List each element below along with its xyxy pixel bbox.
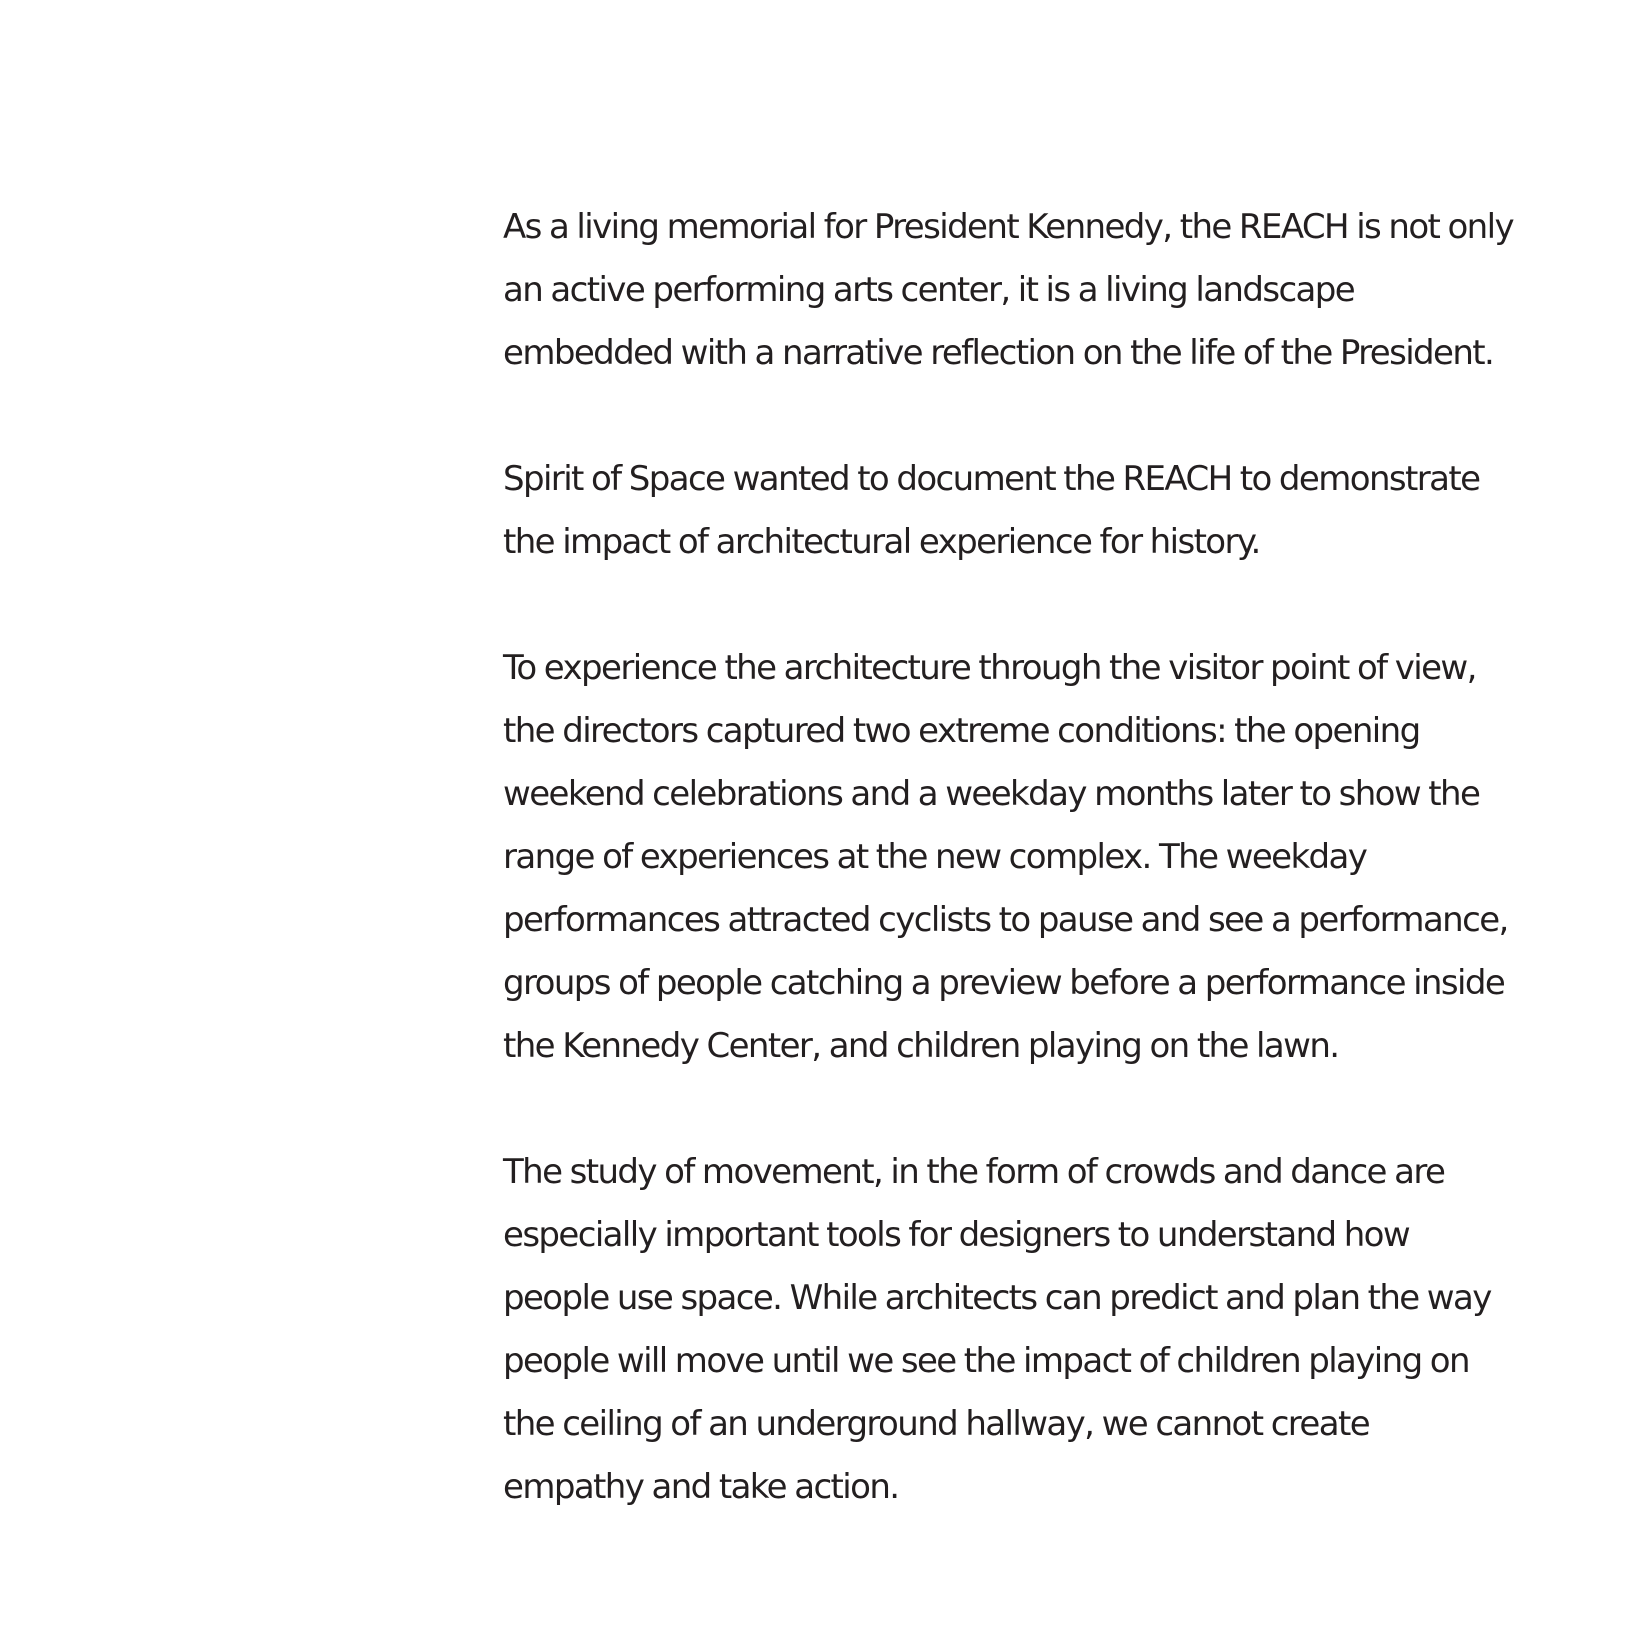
paragraph-spirit-of-space: Spirit of Space wanted to document the REACH to demonstrate the impact of architectural experience for history. <box>503 459 1480 562</box>
paragraph-memorial: As a living memorial for President Kennedy, the REACH is not only an active performing arts center, it is a living landscape embedded with a narrative reflection on the life of the President. <box>503 207 1513 373</box>
body-text <box>503 196 1513 1519</box>
paragraph-visitor-experience: To experience the architecture through the visitor point of view, the directors captured two extreme conditions: the opening weekend celebrations and a weekday months later to show the range of experiences at the new complex. The weekday performances attracted cyclists to pause and see a performance, groups of people catching a preview before a performance inside the Kennedy Center, and children playing on the lawn. <box>503 648 1508 1066</box>
paragraph-study-of-movement: The study of movement, in the form of crowds and dance are especially important tools for designers to understand how people use space. While architects can predict and plan the way people will move until we see the impact of children playing on the ceiling of an underground hallway, we cannot create empathy and take action. <box>503 1152 1491 1507</box>
